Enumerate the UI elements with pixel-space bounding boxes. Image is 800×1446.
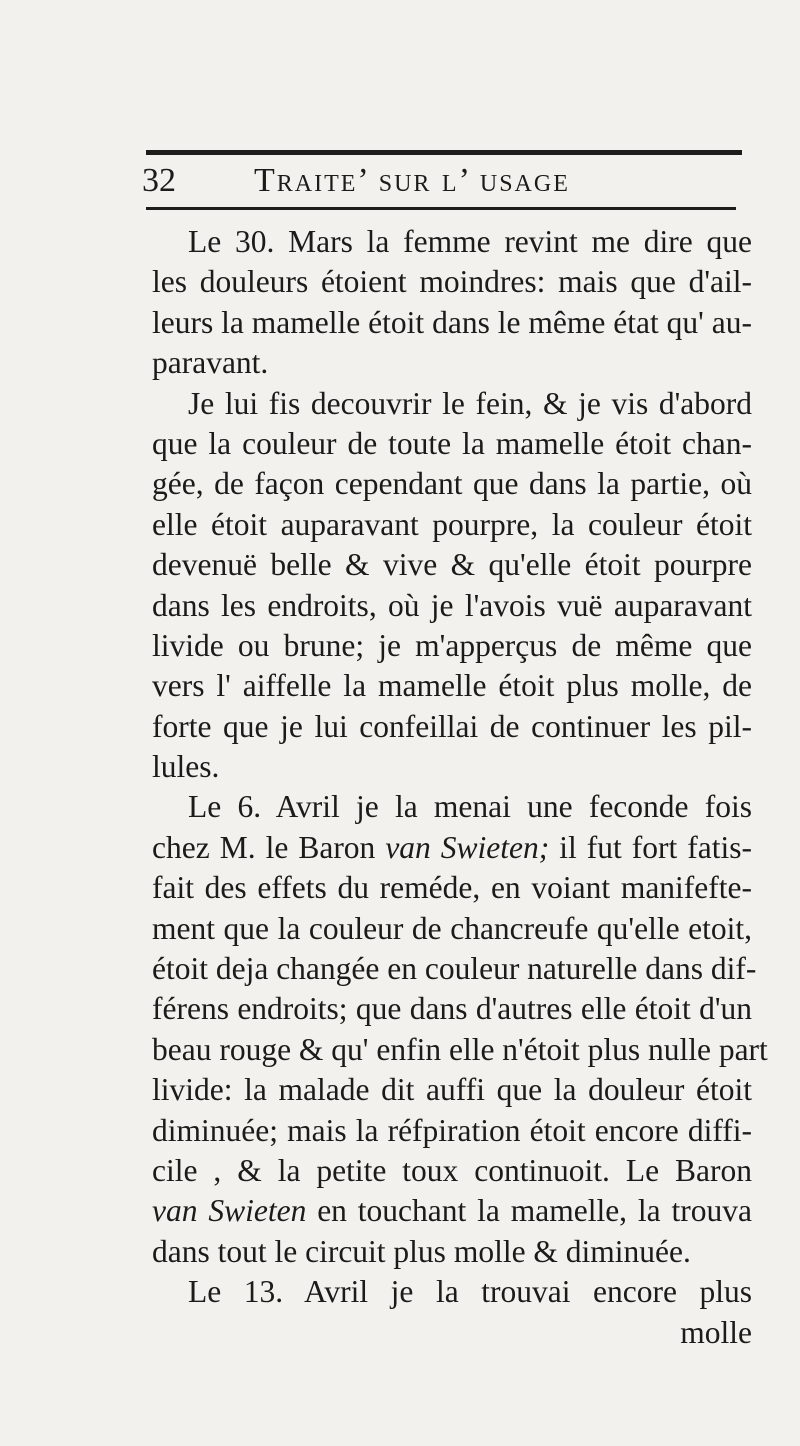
text-line [152,909,752,949]
italic-name: van Swieten [152,1193,307,1229]
text-segment: beau rouge & qu' enfin elle n'étoit plus nulle part [152,1031,768,1067]
header-rule-bottom [146,207,736,210]
text-line [152,545,752,585]
text-line [152,1151,752,1191]
italic-name: van Swieten; [385,829,550,865]
text-line [152,303,752,343]
text-segment: gée, de façon cependant que dans la partie, où [152,466,752,502]
text-line [152,343,752,383]
text-segment: chez M. le Baron [152,829,386,865]
text-line [152,1272,752,1312]
text-line [152,1111,752,1151]
text-segment: elle étoit auparavant pourpre, la couleur étoit [152,506,752,542]
text-segment: livide ou brune; je m'apperçus de même que [152,627,752,663]
text-segment: molle [680,1314,752,1350]
text-segment: en touchant la mamelle, la trouva [306,1193,752,1229]
text-segment: que la couleur de toute la mamelle étoit chan- [152,425,752,461]
text-line [152,222,752,262]
text-segment: étoit deja changée en couleur naturelle dans dif- [152,951,757,987]
text-segment: devenuë belle & vive & qu'elle étoit pourpre [152,547,752,583]
text-segment: paravant. [152,345,269,381]
text-line [152,707,752,747]
text-line [152,464,752,504]
text-segment: vers l' aiffelle la mamelle étoit plus molle, de [152,668,752,704]
text-segment: dans les endroits, où je l'avois vuë auparavant [152,587,752,623]
running-title: Traite’ sur l’ usage [254,162,570,199]
text-line [152,666,752,706]
text-line [152,626,752,666]
text-line [152,1070,752,1110]
header-rule-top [146,150,742,155]
text-line [152,1232,752,1272]
text-line [152,949,757,989]
text-segment: cile , & la petite toux continuoit. Le Baron [152,1152,752,1188]
text-segment: il fut fort fatis- [549,829,752,865]
text-segment: diminuée; mais la réfpiration étoit encore diffi- [152,1112,752,1148]
text-line [152,747,752,787]
text-line [152,1313,752,1353]
text-line [152,586,752,626]
text-segment: dans tout le circuit plus molle & diminuée. [152,1233,691,1269]
text-segment: Le 6. Avril je la menai une feconde fois [188,789,752,825]
text-segment: Je lui fis decouvrir le fein, & je vis d'abord [188,385,752,421]
text-line [152,787,752,827]
body-text [152,222,768,1353]
text-line [152,989,752,1029]
text-line [152,828,752,868]
text-segment: Le 30. Mars la femme revint me dire que [188,224,752,259]
text-line [152,384,752,424]
text-segment: forte que je lui confeillai de continuer les pil- [152,708,752,744]
text-segment: fait des effets du reméde, en voiant manifefte- [152,870,752,906]
text-segment: Le 13. Avril je la trouvai encore plus [188,1274,752,1310]
text-line [152,262,752,302]
page-number: 32 [142,162,176,199]
text-line [152,868,752,908]
text-line [152,424,752,464]
text-segment: livide: la malade dit auffi que la douleur étoit [152,1072,752,1108]
text-line [152,1191,752,1231]
text-line [152,1030,768,1070]
text-segment: leurs la mamelle étoit dans le même état qu' au- [152,304,752,340]
text-line [152,505,752,545]
text-segment: lules. [152,749,220,785]
text-segment: les douleurs étoient moindres: mais que d'ail- [152,264,752,300]
text-segment: férens endroits; que dans d'autres elle étoit d'un [152,991,752,1027]
running-header [142,158,742,204]
text-segment: ment que la couleur de chancreufe qu'elle etoit, [152,910,752,946]
